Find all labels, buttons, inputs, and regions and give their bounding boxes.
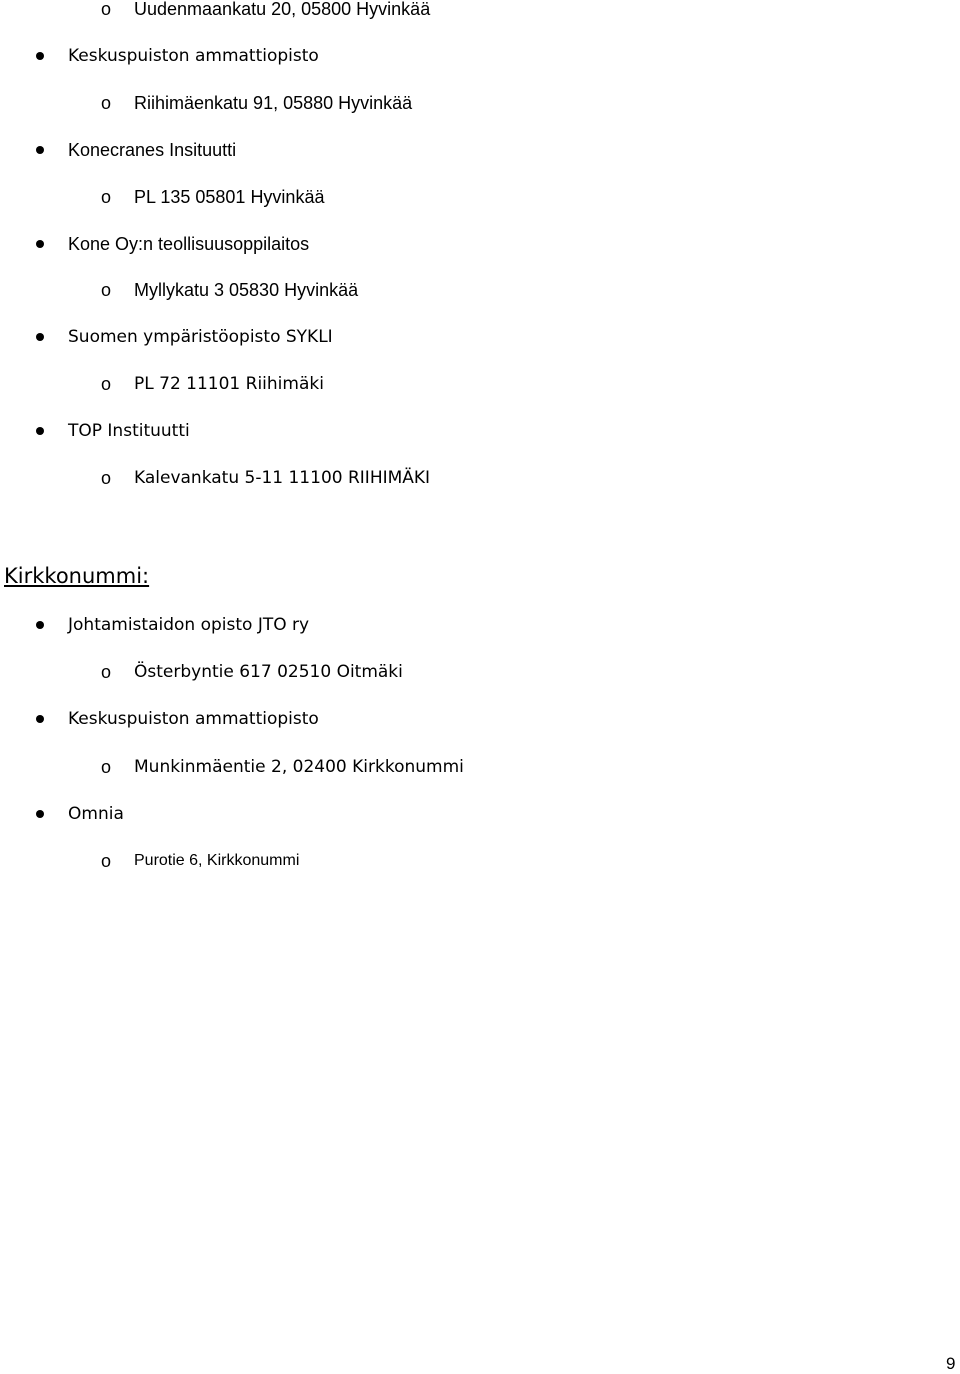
item-text: PL 72 11101 Riihimäki [134,374,324,395]
item-text: Uudenmaankatu 20, 05800 Hyvinkää [134,0,431,19]
circle-marker: o [101,468,112,488]
item-text: Kalevankatu 5-11 11100 RIIHIMÄKI [134,468,431,488]
item-text: Omnia [68,803,124,824]
bullet-icon [36,146,44,154]
bullet-icon [36,715,44,723]
bullet-icon [36,333,44,341]
bullet-icon [36,52,44,60]
circle-marker: o [101,92,112,113]
item-text: Österbyntie 617 02510 Oitmäki [134,662,403,683]
item-text: Keskuspuiston ammattiopisto [68,709,319,730]
bullet-icon [36,621,44,629]
bullet-icon [36,240,44,248]
bullet-icon [36,427,44,435]
bullet-icon [36,810,44,818]
circle-marker: o [101,662,112,683]
item-text: Kone Oy:n teollisuusoppilaitos [68,233,310,254]
circle-marker: o [101,756,112,777]
item-text: Riihimäenkatu 91, 05880 Hyvinkää [134,92,413,113]
item-text: PL 135 05801 Hyvinkää [134,186,325,207]
circle-marker: o [101,374,112,395]
item-text: Keskuspuiston ammattiopisto [68,45,319,66]
item-text: Johtamistaidon opisto JTO ry [68,615,310,635]
item-text: Munkinmäentie 2, 02400 Kirkkonummi [134,756,464,777]
page-number: 9 [946,1354,956,1373]
circle-marker: o [101,0,112,19]
item-text: Konecranes Insituutti [68,139,237,160]
circle-marker: o [101,186,112,207]
item-text: Suomen ympäristöopisto SYKLI [68,327,333,348]
circle-marker: o [101,851,112,871]
item-text: Purotie 6, Kirkkonummi [134,852,300,869]
item-text: Myllykatu 3 05830 Hyvinkää [134,280,359,301]
item-text: TOP Instituutti [68,421,190,442]
circle-marker: o [101,280,112,301]
section-heading-kirkkonummi: Kirkkonummi: [4,564,150,588]
